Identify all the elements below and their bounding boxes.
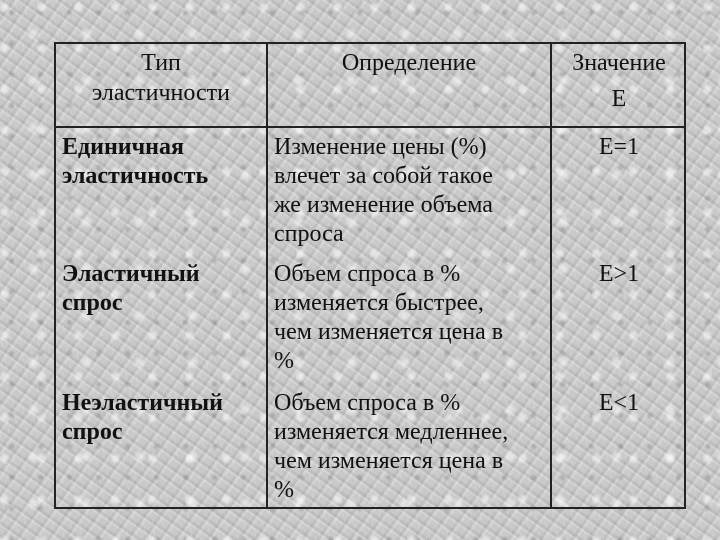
type-line: Неэластичный <box>62 390 223 416</box>
type-line: эластичность <box>62 163 209 189</box>
type-line: спрос <box>62 419 123 445</box>
definition-line: % <box>274 477 294 503</box>
header-value-line: Е <box>611 86 627 112</box>
header-value-line: Значение <box>572 50 666 76</box>
row-1-value: Е=1 <box>598 134 640 160</box>
row-1-type <box>62 133 262 191</box>
row-1-definition <box>274 133 548 249</box>
definition-line: спроса <box>274 221 344 247</box>
header-definition-line: Определение <box>341 50 477 76</box>
type-line: Единичная <box>62 134 184 160</box>
row-3-type <box>62 389 262 447</box>
row-2-value: Е>1 <box>598 261 640 287</box>
definition-line: чем изменяется цена в <box>274 319 504 345</box>
definition-line: изменяется быстрее, <box>274 290 484 316</box>
header-type <box>56 48 266 108</box>
definition-line: же изменение объема <box>274 192 493 218</box>
definition-line: изменяется медленнее, <box>274 419 509 445</box>
definition-line: влечет за собой такое <box>274 163 493 189</box>
row-2-definition <box>274 260 548 376</box>
header-definition <box>268 48 550 78</box>
header-type-line: эластичности <box>92 80 230 106</box>
column-divider <box>266 44 268 507</box>
type-line: спрос <box>62 290 123 316</box>
row-3-definition <box>274 389 548 505</box>
type-line: Эластичный <box>62 261 200 287</box>
row-2-type <box>62 260 262 318</box>
header-divider <box>56 126 684 128</box>
header-value <box>552 48 686 114</box>
definition-line: % <box>274 348 294 374</box>
definition-line: Изменение цены (%) <box>274 134 487 160</box>
row-3-value: Е<1 <box>598 390 640 416</box>
header-type-line: Тип <box>141 50 181 76</box>
definition-line: Объем спроса в % <box>274 261 461 287</box>
elasticity-table <box>54 42 686 509</box>
definition-line: Объем спроса в % <box>274 390 461 416</box>
definition-line: чем изменяется цена в <box>274 448 504 474</box>
